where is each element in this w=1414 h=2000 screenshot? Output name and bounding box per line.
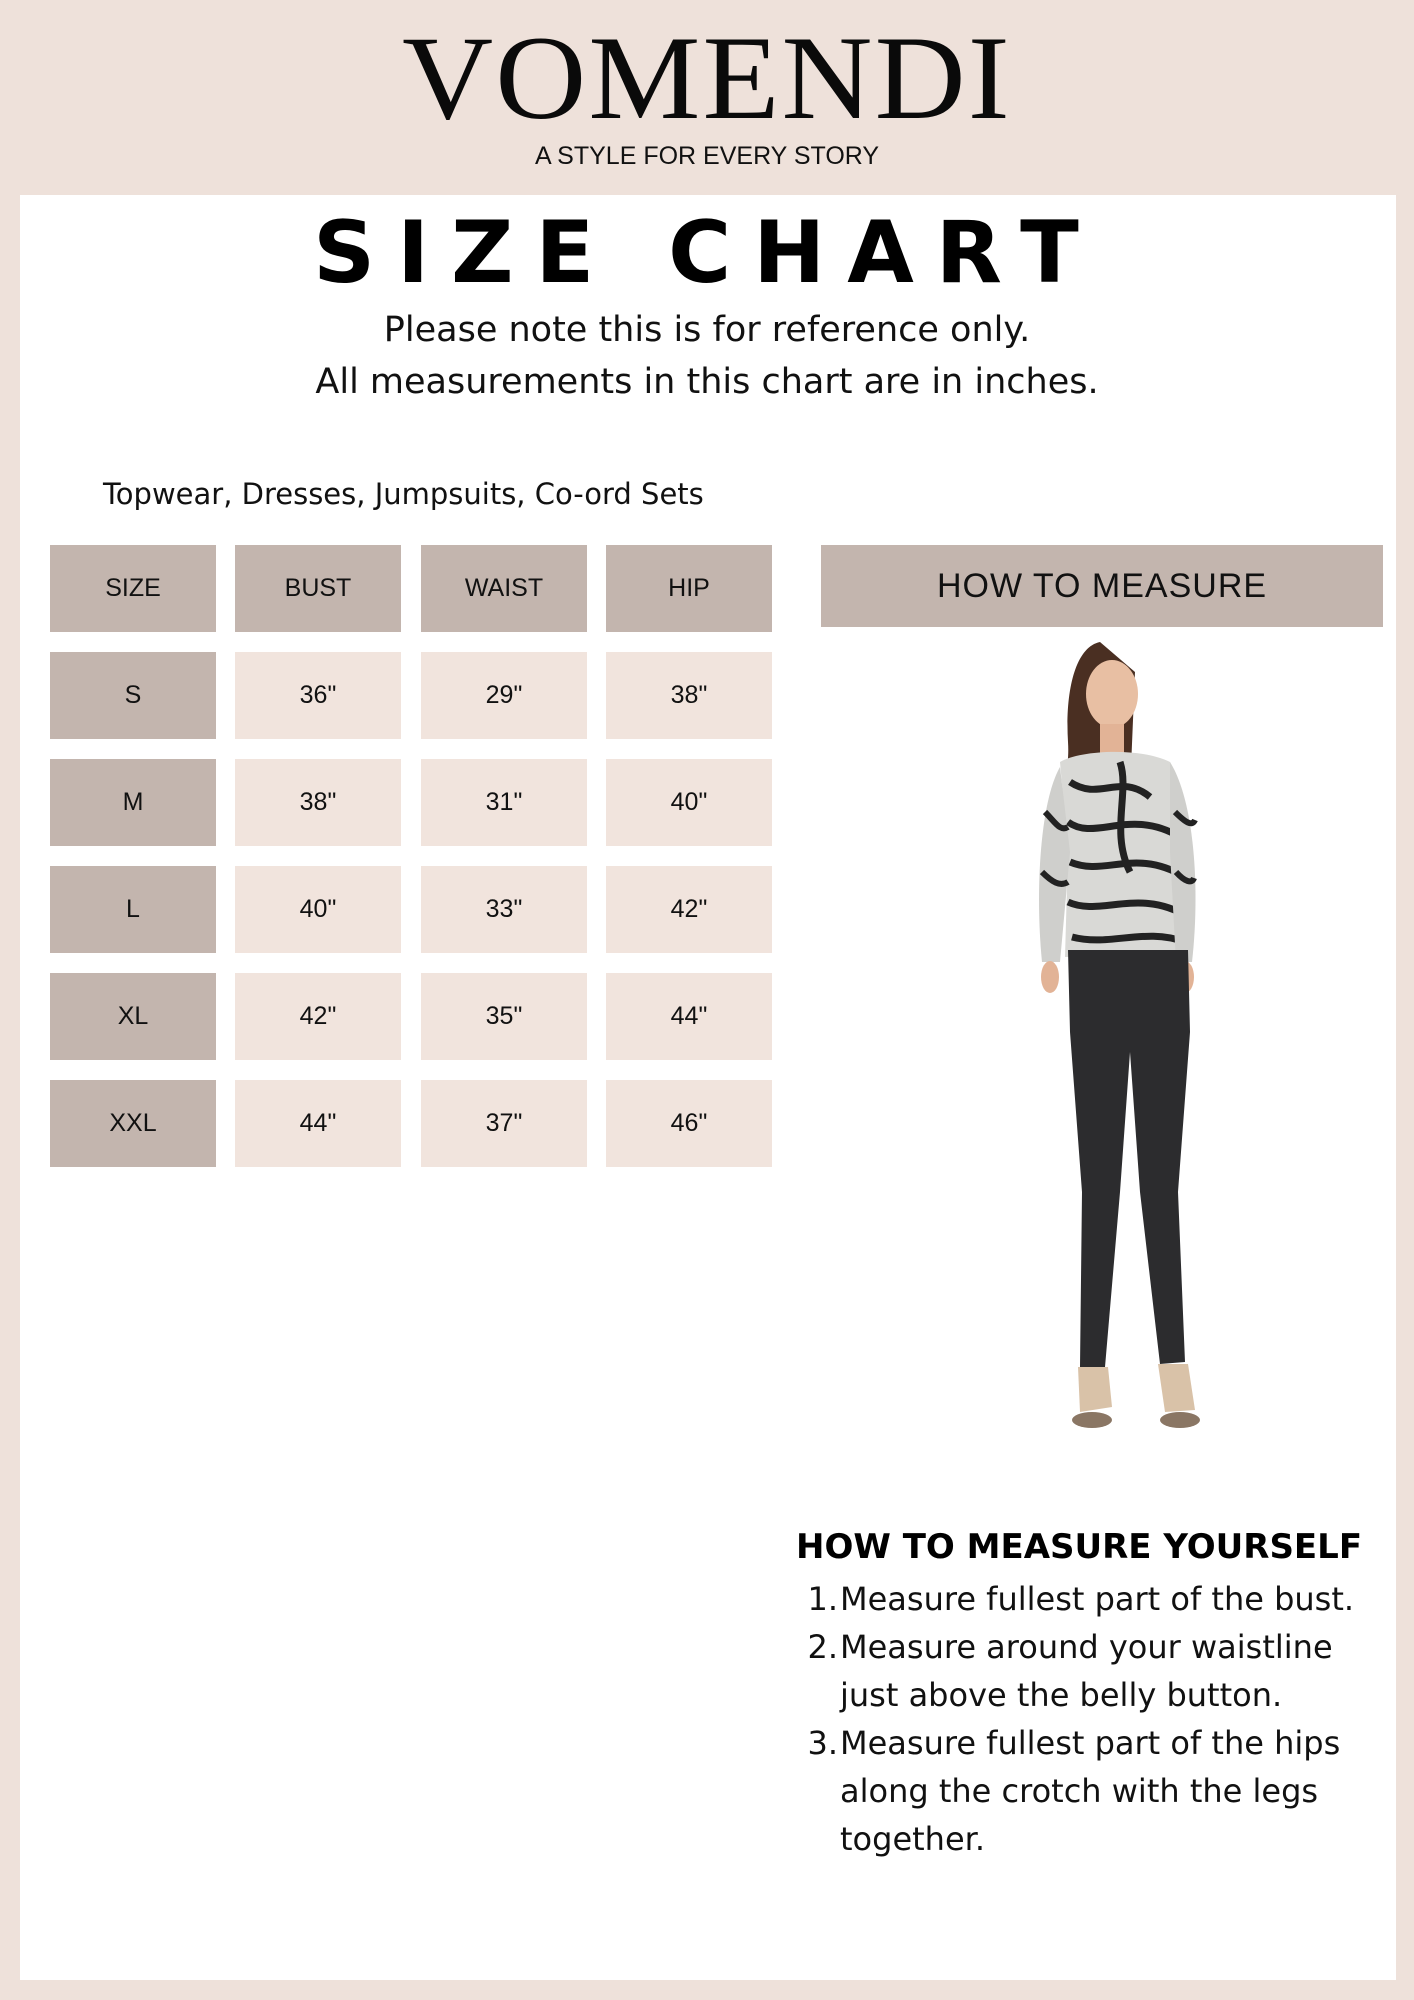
step-text: Measure fullest part of the bust. [840,1580,1355,1618]
measure-steps-list [796,1575,1386,1863]
size-label-cell: XL [50,973,216,1060]
measurement-cell: 29" [421,652,587,739]
step-number: 2. [807,1628,838,1666]
measurement-cell: 44" [235,1080,401,1167]
measurement-cell: 42" [606,866,772,953]
measurement-cell: 31" [421,759,587,846]
units-note: All measurements in this chart are in inches. [315,362,1099,402]
step-number: 3. [807,1724,838,1762]
measurement-cell: 33" [421,866,587,953]
measurement-cell: 35" [421,973,587,1060]
step-number: 1. [807,1580,838,1618]
step-text: Measure around your waistline just above the belly button. [840,1628,1333,1714]
measurement-cell: 38" [606,652,772,739]
step-text: Measure fullest part of the hips along the crotch with the legs together. [840,1724,1341,1858]
size-label-cell: S [50,652,216,739]
model-photo [980,632,1280,1462]
measurement-cell: 46" [606,1080,772,1167]
measurement-cell: 37" [421,1080,587,1167]
measure-yourself-title: HOW TO MEASURE YOURSELF [796,1527,1363,1567]
measurement-cell: 36" [235,652,401,739]
measure-step [796,1719,1386,1863]
size-label-cell: M [50,759,216,846]
bust-header: BUST [235,545,401,632]
reference-note: Please note this is for reference only. [383,310,1031,350]
measurement-cell: 42" [235,973,401,1060]
page-header [0,0,1414,195]
brand-logo: VOMENDI [402,11,1012,144]
size-header: SIZE [50,545,216,632]
measurement-cell: 44" [606,973,772,1060]
waist-header: WAIST [421,545,587,632]
category-label: Topwear, Dresses, Jumpsuits, Co-ord Sets [103,477,704,511]
brand-tagline: A STYLE FOR EVERY STORY [534,142,880,170]
measurement-cell: 40" [606,759,772,846]
measurement-cell: 40" [235,866,401,953]
size-label-cell: XXL [50,1080,216,1167]
measurement-cell: 38" [235,759,401,846]
size-label-cell: L [50,866,216,953]
page-title: SIZE CHART [313,203,1101,303]
hip-header: HIP [606,545,772,632]
measure-step [796,1623,1386,1719]
how-to-measure-heading: HOW TO MEASURE [821,545,1383,627]
measure-step [796,1575,1386,1623]
